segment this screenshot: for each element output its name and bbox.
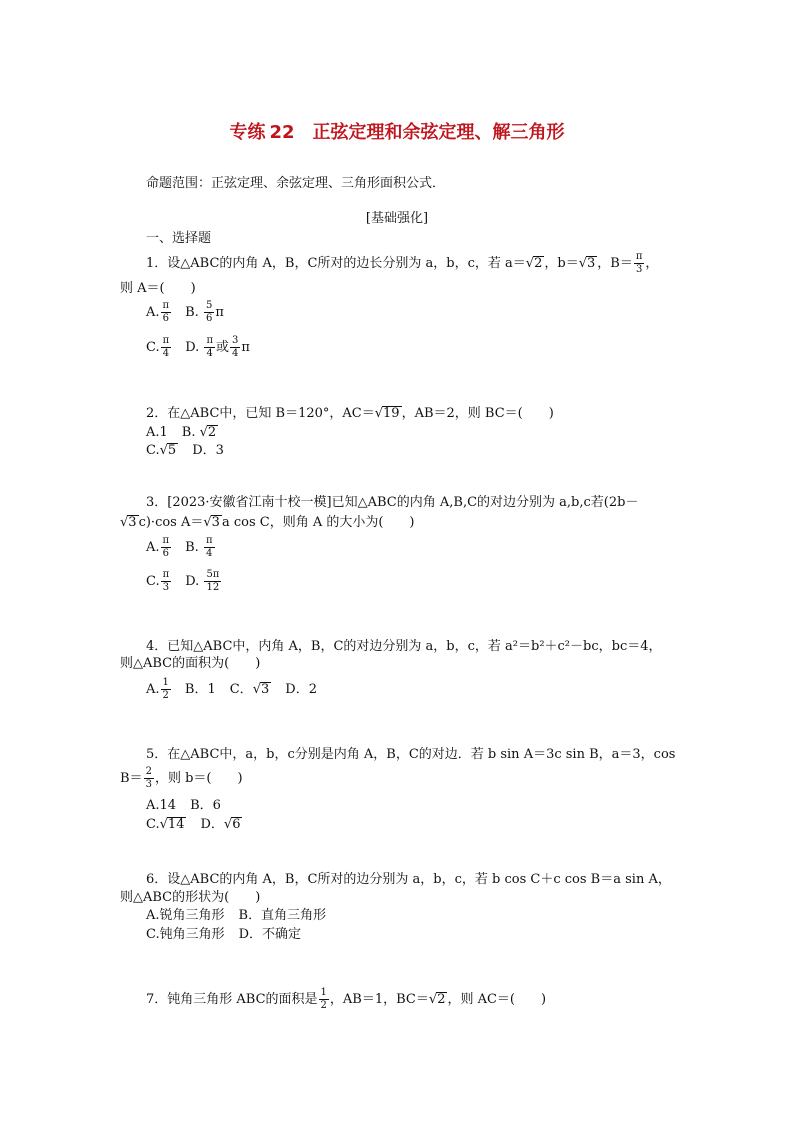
q5-optD-label: D．	[200, 817, 224, 832]
q5-optC-sqrt: √14	[159, 817, 185, 832]
q7-frac-num: 1	[320, 987, 327, 998]
q1-optB-den: 6	[205, 313, 213, 324]
q1-B-eq: ，B＝	[597, 256, 633, 271]
question-2-options-ab	[146, 425, 218, 440]
q5-optC-rad: 14	[167, 817, 185, 832]
q3-optA-num: π	[162, 535, 170, 546]
q5-optC-label: C.	[146, 817, 160, 832]
q3-optD-den: 12	[206, 582, 220, 593]
q7-sqrt: √2	[428, 992, 446, 1007]
q4-optC-sqrt: √3	[252, 682, 270, 697]
q3-rad2: 3	[211, 515, 220, 530]
q1-B-den: 3	[635, 264, 643, 275]
q5-optD-rad: 6	[232, 817, 241, 832]
question-1-options-cd	[146, 336, 250, 359]
q6-optC: C.钝角三角形	[146, 927, 225, 942]
q3-optA-label: A.	[146, 540, 160, 555]
question-3-stem-line2	[120, 515, 415, 530]
q2-optC-label: C.	[146, 443, 160, 458]
q1-optB-frac	[204, 301, 214, 324]
q1-optD-frac	[204, 336, 215, 359]
q1-optC-label: C.	[146, 340, 160, 355]
q3-line2b: a cos C，则角 A 的大小为( )	[221, 515, 415, 530]
q1-optD-den2: 4	[232, 348, 239, 359]
q1-optD-frac2	[230, 336, 240, 359]
q3-line2a: c)·cos A＝	[138, 515, 204, 530]
question-3-stem-line1: 3．[2023·安徽省江南十校一模]已知△ABC的内角 A,B,C的对边分别为 a,b,c若(2b－	[146, 495, 639, 510]
q1-optD-suffix: π	[241, 340, 250, 355]
q3-optD-num: 5π	[206, 569, 220, 580]
q2-optB-label: B.	[181, 425, 196, 440]
q2-optD: D．3	[192, 443, 224, 458]
q2-optB-rad: 2	[207, 425, 217, 440]
q7-frac-den: 2	[320, 1000, 327, 1011]
q4-optA-den: 2	[162, 690, 169, 701]
title-text: 正弦定理和余弦定理、解三角形	[312, 122, 565, 143]
q3-sqrt-2: √3	[203, 515, 220, 530]
q3-optB-den: 4	[206, 548, 213, 559]
question-1-options-ab	[146, 301, 224, 324]
q3-optC-label: C.	[146, 574, 160, 589]
q5-optA: A.14	[146, 798, 177, 813]
q3-optA-den: 6	[162, 548, 169, 559]
q2-optB-sqrt: √2	[199, 425, 217, 440]
question-6-options-ab	[146, 909, 326, 922]
q5-frac-den: 3	[145, 779, 152, 790]
q3-optC-frac	[161, 570, 172, 593]
q1-frac-B	[634, 252, 645, 275]
q2-optC-rad: 5	[167, 443, 177, 458]
question-4-stem-line1: 4．已知△ABC中，内角 A，B，C的对边分别为 a，b，c，若 a²＝b²＋c²－bc，bc＝4，	[146, 639, 662, 654]
q1-optD-num2: 3	[232, 335, 239, 346]
q1-lead: 1．设△ABC的内角 A，B，C所对的边长分别为 a，b，c，若 a＝	[146, 256, 526, 271]
q7-frac	[319, 988, 329, 1011]
q7-tail: ，则 AC＝( )	[447, 992, 547, 1007]
page-title	[0, 124, 794, 142]
q1-optB-num: 5	[205, 300, 213, 311]
q3-optB-label: B.	[185, 540, 199, 555]
q3-optD-frac	[204, 570, 221, 593]
q6-optA: A.锐角三角形	[146, 908, 225, 923]
question-5-options-ab	[146, 799, 221, 812]
question-3-options-ab	[146, 536, 216, 559]
q4-optC-rad: 3	[260, 682, 270, 697]
q1-optD-mid: 或	[216, 340, 230, 355]
section-heading: [基础强化]	[365, 211, 429, 226]
q3-sqrt-1: √3	[120, 515, 137, 530]
q1-optB-suffix: π	[215, 305, 224, 320]
q7-rad: 2	[437, 992, 446, 1007]
q3-optB-frac	[204, 536, 215, 559]
question-4-options	[146, 678, 317, 701]
question-5-options-cd	[146, 817, 242, 832]
question-2-options-cd	[146, 443, 224, 458]
q1-B-num: π	[635, 251, 643, 262]
title-prefix: 专练	[229, 122, 266, 143]
q2-lead: 2．在△ABC中，已知 B＝120°，AC＝	[146, 406, 375, 421]
question-1-tail: 则 A＝( )	[120, 281, 196, 296]
q3-optA-frac	[161, 536, 172, 559]
q5-line2b: ，则 b＝( )	[154, 771, 243, 786]
part-heading: 一、选择题	[146, 231, 212, 246]
q1-optA-label: A.	[146, 305, 160, 320]
question-5-stem-line2	[120, 767, 243, 790]
q1-b-eq: ，b＝	[544, 256, 579, 271]
q1-optA-den: 6	[162, 313, 169, 324]
q2-optC-sqrt: √5	[159, 443, 177, 458]
q4-optA-frac	[161, 678, 171, 701]
question-5-stem-line1: 5．在△ABC中，a，b，c分别是内角 A，B，C的对边．若 b sin A＝3c sin B，a＝3，cos	[146, 747, 676, 762]
question-1-stem: 1．设△ABC的内角 A，B，C所对的边长分别为 a，b，c，若 a＝√2 ，b＝√3 ，B＝ $\frac{\pi}{3}$ ，	[146, 251, 659, 275]
question-2-stem	[146, 406, 554, 421]
q4-optA-label: A.	[146, 682, 160, 697]
question-6-stem-line2: 则△ABC的形状为( )	[120, 890, 261, 905]
q5-optD-sqrt: √6	[223, 817, 241, 832]
question-4-stem-line2: 则△ABC的面积为( )	[120, 656, 261, 671]
question-3-options-cd	[146, 570, 222, 593]
q3-rad1: 3	[128, 515, 137, 530]
q2-sqrt-ac: √19	[374, 406, 400, 421]
q1-optC-den: 4	[162, 348, 170, 359]
q1-optD-num: π	[206, 335, 214, 346]
scope-line: 命题范围：正弦定理、余弦定理、三角形面积公式．	[146, 176, 446, 191]
q5-line2a: B＝	[120, 771, 143, 786]
question-7-stem	[146, 988, 546, 1011]
q2-rad-ac: 19	[383, 406, 400, 421]
q5-optB: B．6	[190, 798, 221, 813]
q1-rad-b: 3	[587, 256, 596, 271]
q6-optB: B．直角三角形	[238, 908, 327, 923]
q3-optB-num: π	[205, 535, 213, 546]
q1-rad-a: 2	[534, 256, 543, 271]
q7-lead: 7．钝角三角形 ABC的面积是	[146, 992, 318, 1007]
q1-optD-label: D.	[185, 340, 200, 355]
q4-optD: D．2	[285, 682, 317, 697]
q1-optD-den: 4	[206, 348, 213, 359]
q1-optC-frac	[161, 336, 172, 359]
q1-optA-num: π	[162, 300, 170, 311]
q5-frac-num: 2	[145, 766, 152, 777]
q4-optC-label: C．	[229, 682, 253, 697]
question-6-stem-line1: 6．设△ABC的内角 A，B，C所对的边分别为 a，b，c，若 b cos C＋c cos B＝a sin A，	[146, 872, 671, 887]
q1-optA-frac	[161, 301, 172, 324]
title-number: 22	[269, 122, 295, 143]
q3-optC-den: 3	[162, 582, 170, 593]
question-6-options-cd	[146, 928, 301, 941]
q2-mid: ，AB＝2，则 BC＝( )	[401, 406, 554, 421]
q2-optA: A.1	[146, 425, 168, 440]
q1-sqrt-a: √2	[525, 256, 543, 271]
q6-optD: D．不确定	[238, 927, 302, 942]
q7-mid: ，AB＝1，BC＝	[329, 992, 429, 1007]
q4-optB: B．1	[184, 682, 216, 697]
q3-optC-num: π	[162, 569, 170, 580]
q1-optC-num: π	[162, 335, 170, 346]
q5-frac	[144, 767, 154, 790]
q4-optA-num: 1	[162, 677, 169, 688]
q1-optB-label: B.	[185, 305, 199, 320]
q1-sqrt-b: √3	[578, 256, 596, 271]
q3-optD-label: D.	[185, 574, 200, 589]
